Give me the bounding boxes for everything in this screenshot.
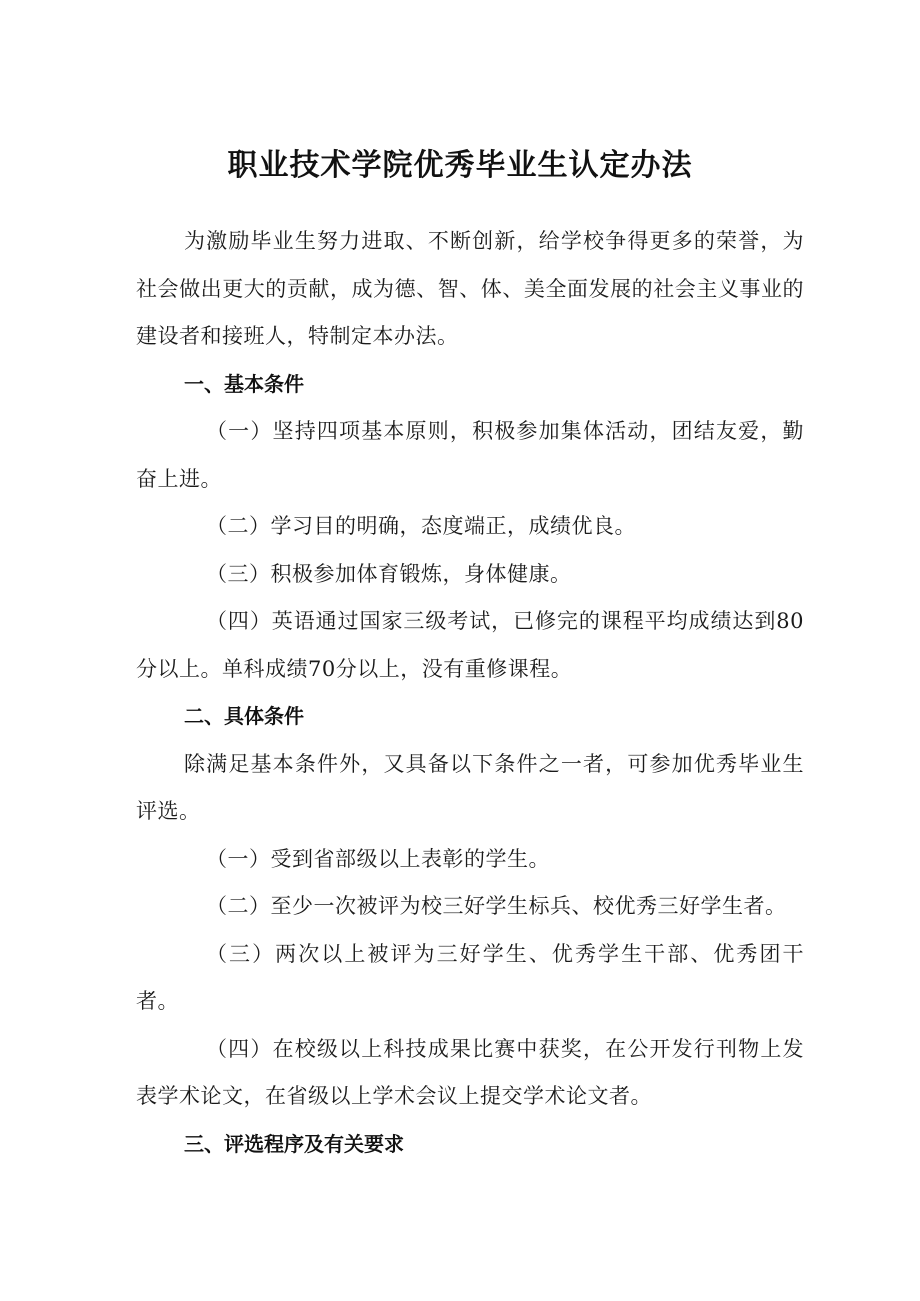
specific-condition-item: （一）受到省部级以上表彰的学生。 [206,846,550,871]
section-heading-specific-conditions: 二、具体条件 [184,704,304,728]
basic-condition-item: （四）英语通过国家三级考试，已修完的课程平均成绩达到80分以上。单科成绩70分以上，没有重修课程。 [136,609,804,681]
section-heading-basic-conditions: 一、基本条件 [184,371,304,396]
document-title: 职业技术学院优秀毕业生认定办法 [227,148,693,183]
intro-paragraph: 为激励毕业生努力进取、不断创新，给学校争得更多的荣誉，为社会做出更大的贡献，成为德、智、体、美全面发展的社会主义事业的建设者和接班人，特制定本办法。 [136,229,804,348]
basic-condition-item: （二）学习目的明确，态度端正，成绩优良。 [206,514,636,538]
specific-condition-item: （二）至少一次被评为校三好学生标兵、校优秀三好学生者。 [206,894,787,918]
basic-condition-item: （三）积极参加体育锻炼，身体健康。 [206,561,572,586]
section-heading-selection-procedure: 三、评选程序及有关要求 [184,1131,404,1156]
document-body [136,218,804,1168]
specific-conditions-intro: 除满足基本条件外，又具备以下条件之一者，可参加优秀毕业生评选。 [136,751,804,823]
basic-condition-item: （一）坚持四项基本原则，积极参加集体活动，团结友爱，勤奋上进。 [136,419,804,491]
specific-condition-item: （三）两次以上被评为三好学生、优秀学生干部、优秀团干者。 [136,941,804,1013]
specific-condition-item: （四）在校级以上科技成果比赛中获奖，在公开发行刊物上发表学术论文，在省级以上学术会议上提交学术论文者。 [136,1036,804,1108]
